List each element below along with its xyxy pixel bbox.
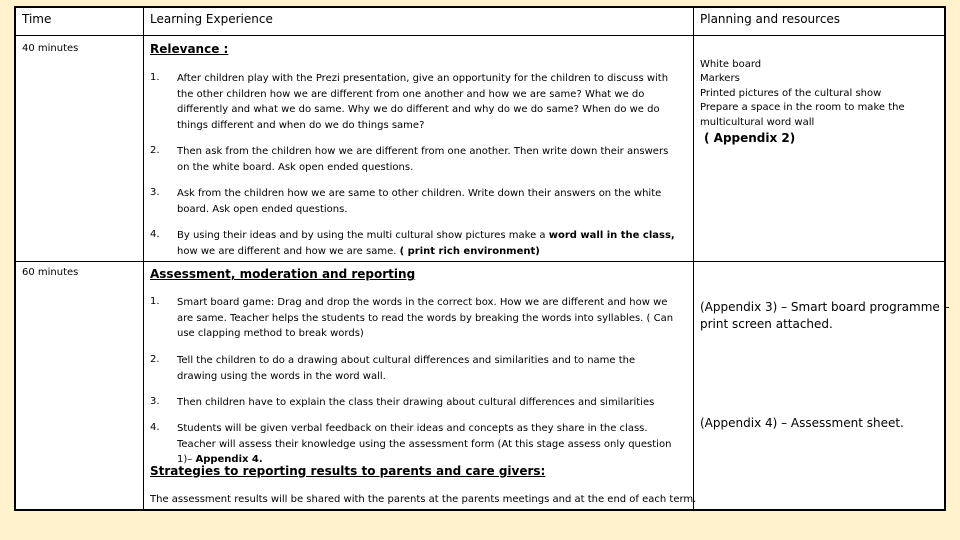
strategies-heading: Strategies to reporting results to parents and care givers:: [150, 464, 546, 478]
header-row-divider: [16, 35, 944, 36]
header-time: Time: [22, 12, 52, 26]
section1-heading: Relevance :: [150, 42, 229, 56]
header-learning-experience: Learning Experience: [150, 12, 273, 26]
list-item: Smart board game: Drag and drop the words in the correct box. How we are different and how we are same. Teacher helps the students to read the words by breaking the words into syllables. ( Can use clapping method to break words): [177, 297, 674, 339]
resource-item: print screen attached.: [700, 317, 833, 331]
list-item: After children play with the Prezi presentation, give an opportunity for the children to discuss with the other children how we are different from one another and how we are same? What we do differently and what we do same. Why we do different and why do we do same? When do we do things different and when do we do things same?: [177, 73, 669, 131]
list-item: Ask from the children how we are same to other children. Write down their answers on the white board. Ask open ended questions.: [177, 188, 662, 215]
list-item: Then children have to explain the class their drawing about cultural differences and similarities: [177, 397, 655, 408]
item-text-bold: ( print rich environment): [399, 245, 540, 257]
appendix-label: ( Appendix 2): [704, 131, 796, 145]
section2-time: 60 minutes: [22, 267, 79, 278]
item-number: 3.: [150, 396, 160, 407]
item-number: 2.: [150, 145, 160, 156]
section1-time: 40 minutes: [22, 43, 79, 54]
section-row-divider: [16, 261, 944, 262]
resource-item: Printed pictures of the cultural show: [700, 88, 882, 99]
item-number: 4.: [150, 422, 160, 433]
item-text-bold: Appendix 4.: [195, 454, 263, 465]
strategies-text: The assessment results will be shared with the parents at the parents meetings and at the end of each term.: [150, 494, 697, 505]
list-item: Tell the children to do a drawing about cultural differences and similarities and to name the drawing using the words in the word wall.: [177, 355, 636, 382]
item-number: 1.: [150, 72, 160, 83]
lesson-plan-table: [14, 6, 950, 511]
item-number: 3.: [150, 187, 160, 198]
section2-heading: Assessment, moderation and reporting: [150, 267, 416, 281]
item-text: Students will be given verbal feedback on their ideas and concepts as they share in the class. Teacher will assess their knowledge using the assessment form (At this stage assess only question 1)–: [177, 423, 672, 465]
item-text: By using their ideas and by using the multi cultural show pictures make a: [177, 230, 549, 241]
resource-item: White board: [700, 59, 762, 70]
list-item: [177, 228, 687, 259]
resource-item: multicultural word wall: [700, 117, 815, 128]
resource-item: (Appendix 4) – Assessment sheet.: [700, 416, 904, 430]
column-divider-planning: [693, 8, 694, 509]
item-text-bold: word wall in the class,: [548, 230, 675, 241]
resource-item: Prepare a space in the room to make the: [700, 102, 905, 113]
list-item: Then ask from the children how we are different from one another. Then write down their answers on the white board. Ask open ended questions.: [177, 146, 669, 173]
item-text: how we are different and how we are same.: [177, 245, 400, 257]
header-planning-resources: Planning and resources: [700, 12, 841, 26]
item-number: 2.: [150, 354, 160, 365]
resource-item: Markers: [700, 73, 740, 84]
list-item: [177, 421, 689, 468]
column-divider-time: [143, 8, 144, 509]
item-number: 4.: [150, 229, 160, 240]
item-number: 1.: [150, 296, 160, 307]
resource-item: (Appendix 3) – Smart board programme –: [700, 300, 950, 314]
